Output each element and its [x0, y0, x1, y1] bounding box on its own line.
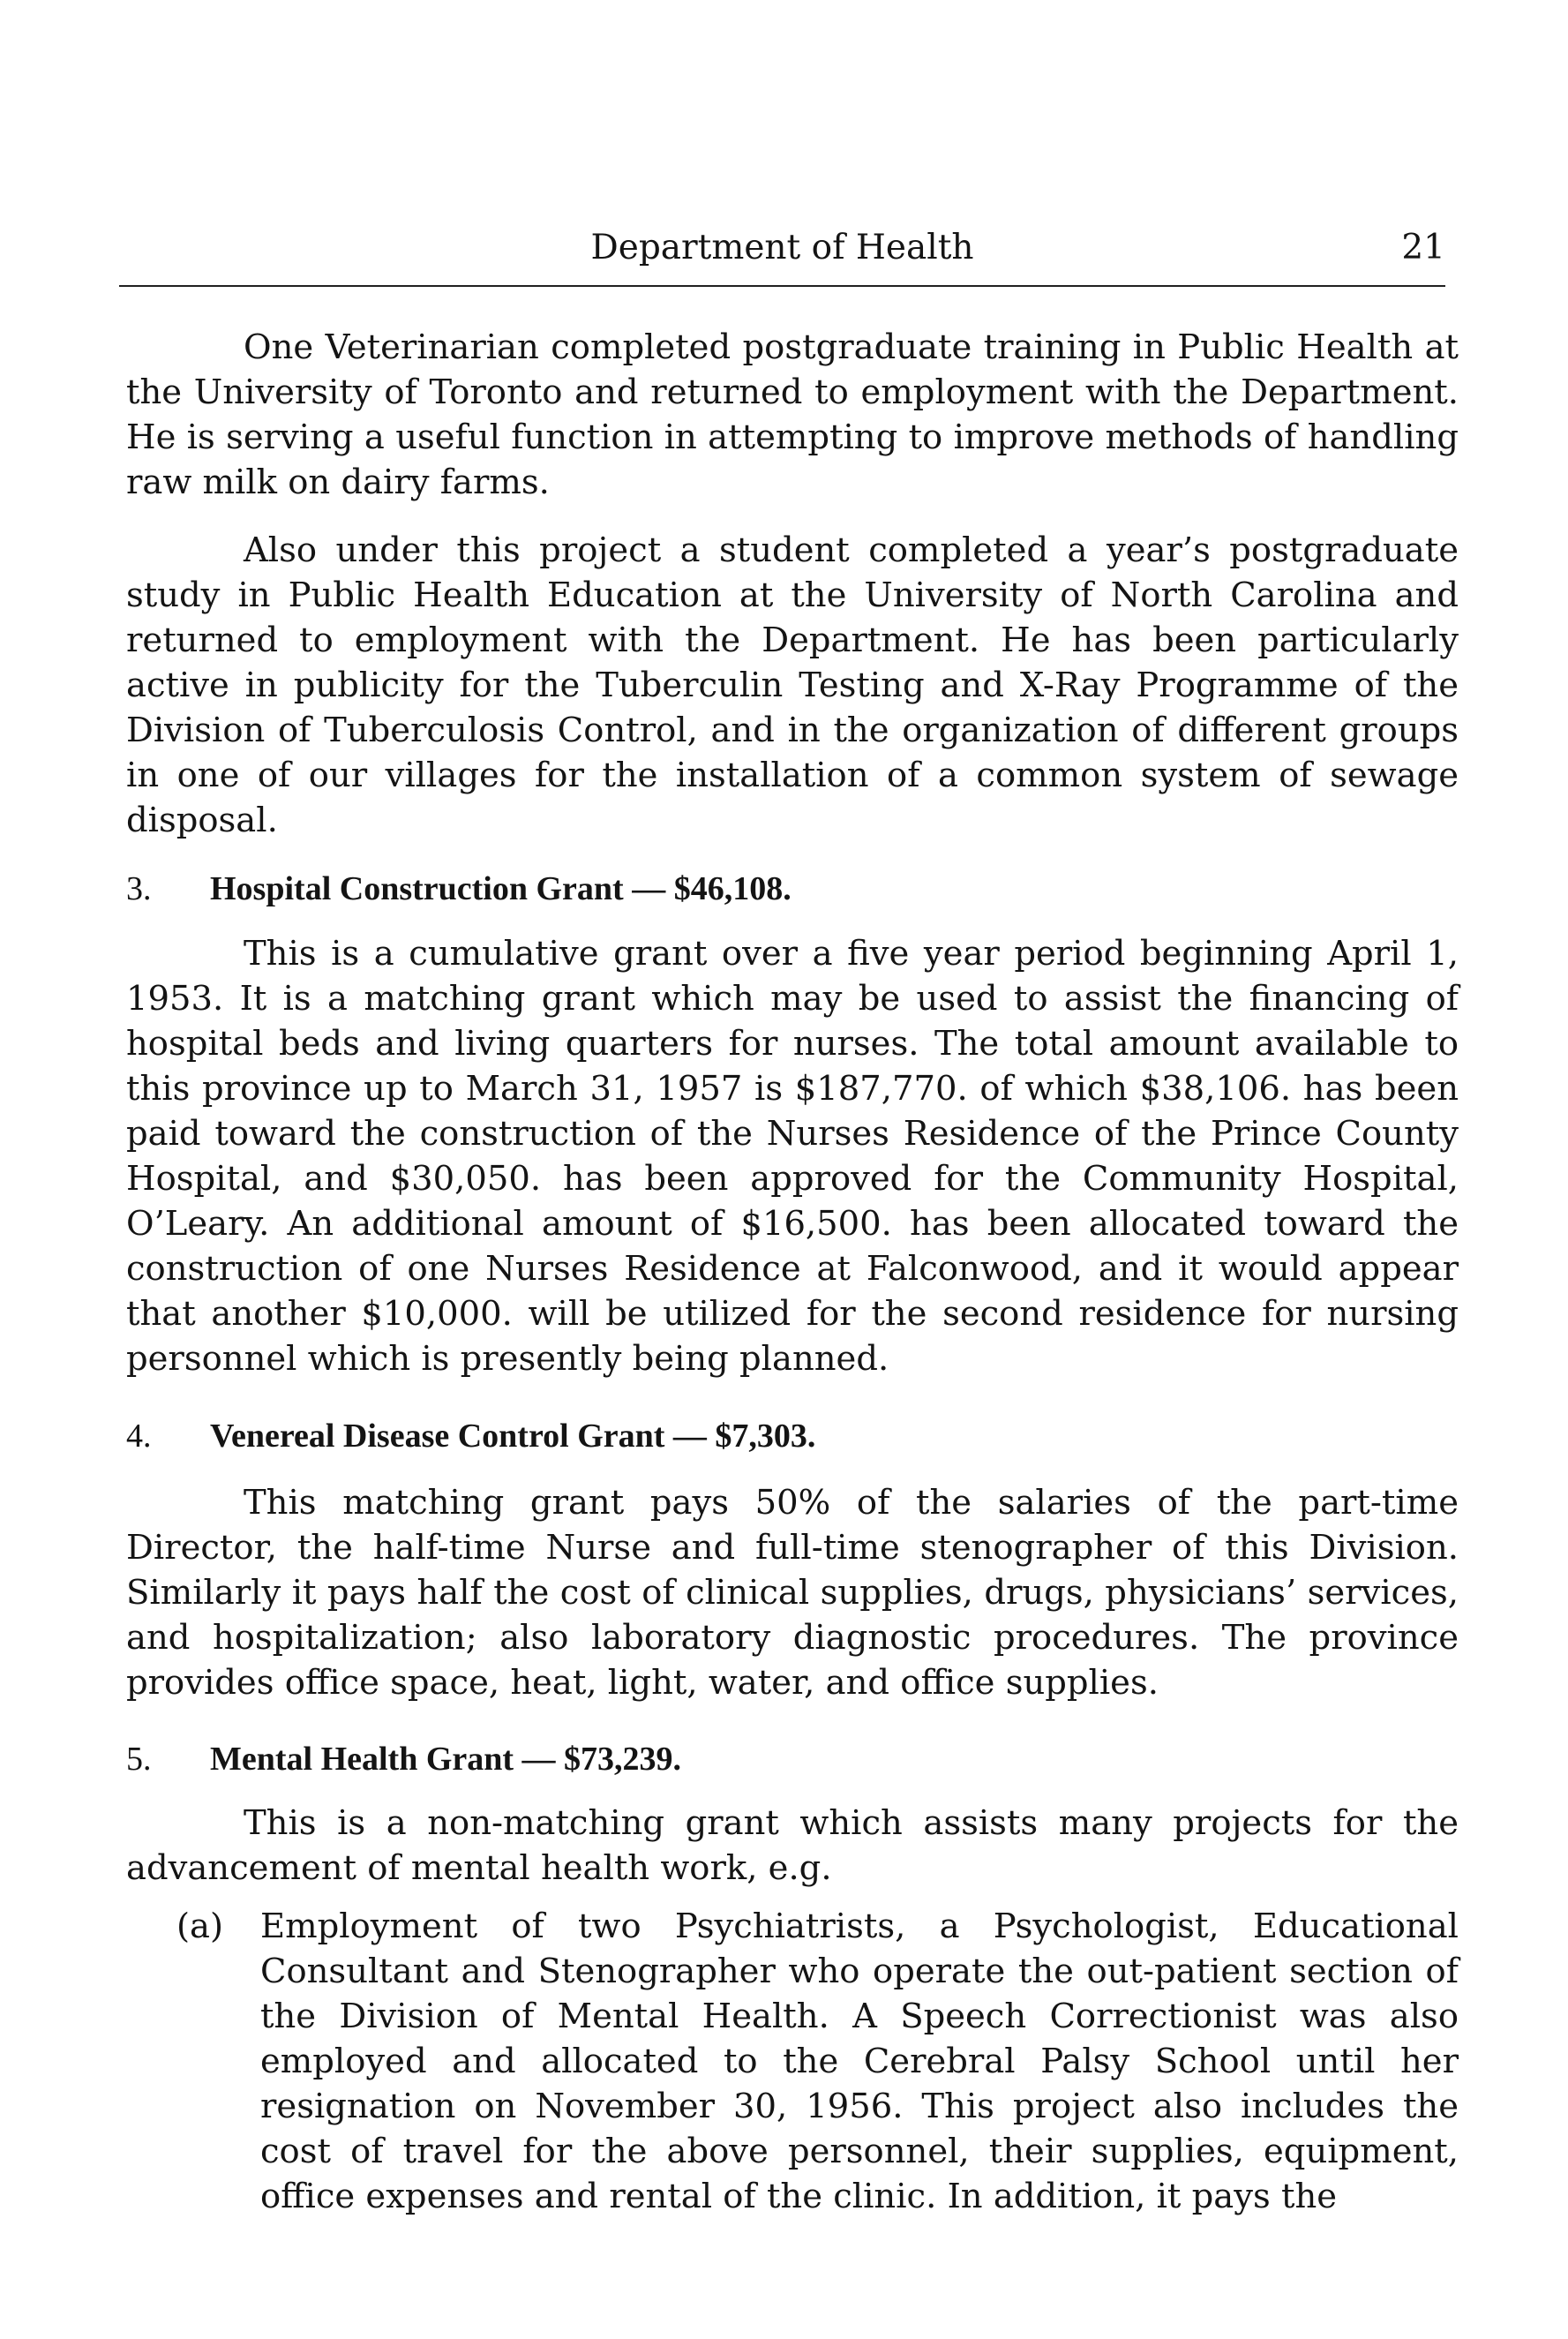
section-number: 5. — [126, 1741, 152, 1778]
running-head — [119, 228, 1445, 277]
header-rule — [119, 285, 1445, 287]
paragraph-hospital-construction: This is a cumulative grant over a five year period beginning April 1, 1953. It is a matching grant which may be used to assist the financing of hospital beds and living quarters for nurses. The total amount available to this province up to March 31, 1957 is $187,770. of which $38,106. has been paid toward the construction of the Nurses Residence of the Prince County Hospital, and $30,050. has been approved for the Community Hospital, O’Leary. An additional amount of $16,500. has been allocated toward the construction of one Nurses Residence at Falconwood, and it would appear that another $10,000. will be utilized for the second residence for nursing personnel which is presently being planned. — [126, 934, 1459, 1379]
section-title: Mental Health Grant — $73,239. — [210, 1741, 682, 1778]
paragraph-mental-health: This is a non-matching grant which assists many projects for the advancement of mental health work, e.g. — [126, 1803, 1459, 1888]
page-number: 21 — [1401, 228, 1445, 267]
section-title: Venereal Disease Control Grant — $7,303. — [210, 1418, 816, 1455]
list-item-a — [176, 1904, 1459, 2219]
list-item-label: (a) — [176, 1907, 223, 1946]
running-title: Department of Health — [590, 228, 974, 267]
paragraph-student-study: Also under this project a student completed a year’s postgraduate study in Public Health Education at the University of North Carolina and returned to employment with the Department. He has been particularly active in publicity for the Tuberculin Testing and X-Ray Programme of the Division of Tuberculosis Control, and in the organization of different groups in one of our villages for the installation of a common system of sewage disposal. — [126, 530, 1459, 840]
list-item-text: Employment of two Psychiatrists, a Psychologist, Educational Consultant and Stenographer who operate the out-patient section of the Division of Mental Health. A Speech Correctionist was also employed and allocated to the Cerebral Palsy School until her resignation on November 30, 1956. This project also includes the cost of travel for the above personnel, their supplies, equipment, office expenses and rental of the clinic. In addition, it pays the — [260, 1907, 1459, 2216]
section-heading-hospital-construction — [126, 867, 1459, 912]
section-number: 4. — [126, 1418, 152, 1455]
section-heading-mental-health — [126, 1737, 1459, 1782]
section-number: 3. — [126, 870, 152, 907]
paragraph-venereal-disease: This matching grant pays 50% of the salaries of the part-time Director, the half-time Nurse and full-time stenographer of this Division. Similarly it pays half the cost of clinical supplies, drugs, physicians’ services, and hospitalization; also laboratory diagnostic procedures. The province provides office space, heat, light, water, and office supplies. — [126, 1483, 1459, 1703]
paragraph-veterinarian: One Veterinarian completed postgraduate training in Public Health at the University of Toronto and returned to employment with the Department. He is serving a useful function in attempting to improve methods of handling raw milk on dairy farms. — [126, 327, 1459, 502]
section-title: Hospital Construction Grant — $46,108. — [210, 870, 792, 907]
section-heading-venereal-disease — [126, 1414, 1459, 1459]
